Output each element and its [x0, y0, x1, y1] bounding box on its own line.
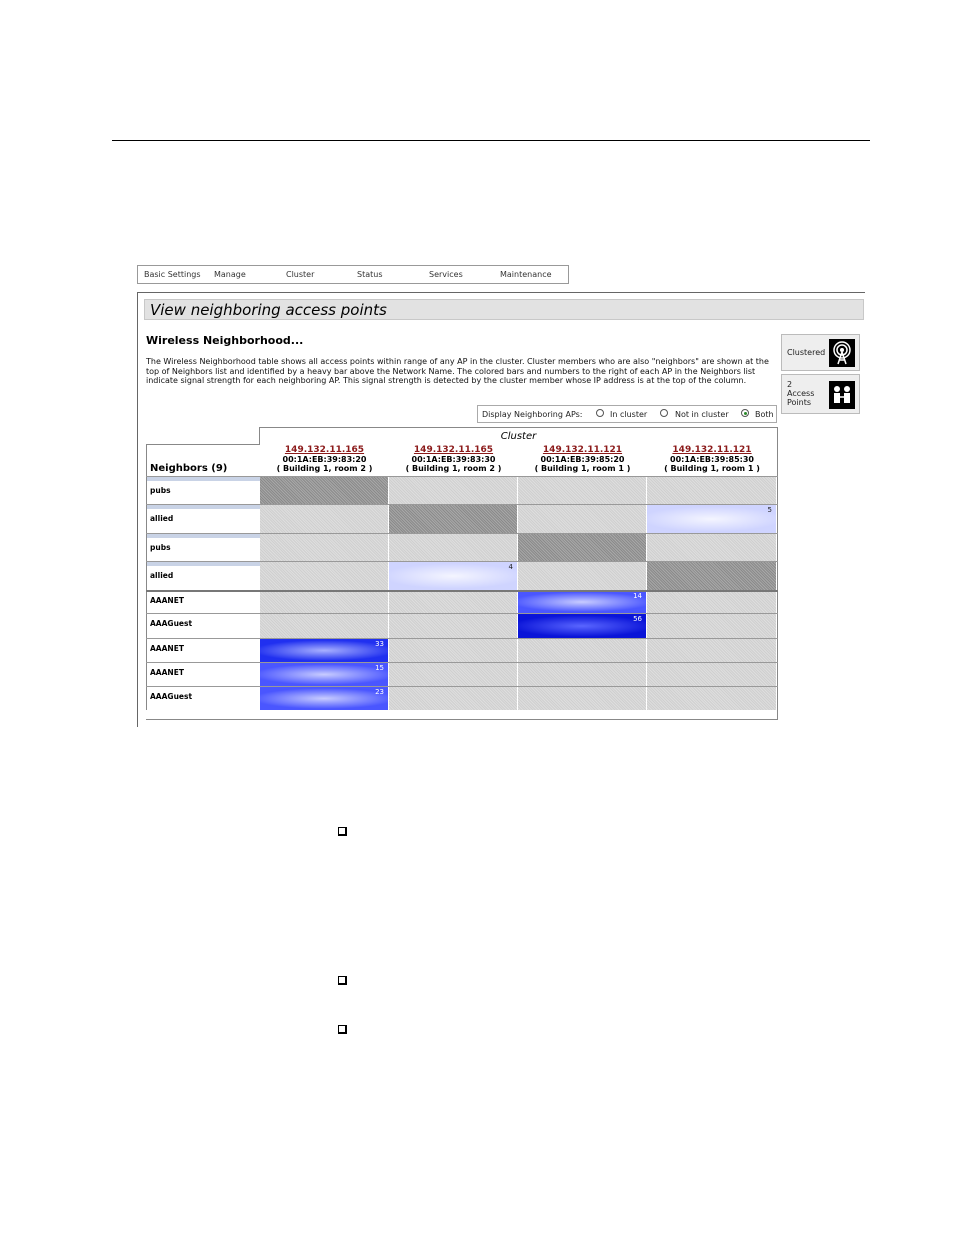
network-name: AAAGuest [150, 692, 193, 701]
radio-in-cluster[interactable] [596, 409, 604, 417]
network-name: AAANET [150, 644, 184, 653]
row-divider [146, 590, 778, 592]
description-text: The Wireless Neighborhood table shows all access points within range of any AP in the cluster. Cluster members who are also "neighbors" are shown at the top of Neighbors list and identified by a heavy bar above the Network Name. The colored bars and numbers to the right of each AP in the Neighbors list indicate signal strength for each neighboring AP. This signal strength is detected by the cluster member whose IP address is at the top of the column. [146, 357, 769, 385]
signal-strength-cell [260, 687, 389, 710]
access-points-icon [829, 381, 855, 409]
radio-in-cluster-label: In cluster [610, 410, 648, 419]
empty-cell [647, 591, 777, 613]
section-title: Wireless Neighborhood... [146, 334, 304, 347]
row-divider [146, 561, 778, 562]
network-name: AAANET [150, 596, 184, 605]
neighbors-count-label: Neighbors (9) [150, 463, 228, 474]
network-name: allied [150, 514, 174, 523]
bullet-icon [337, 975, 347, 985]
empty-cell [647, 687, 777, 710]
member-mac: 00:1A:EB:39:85:20 [540, 455, 625, 464]
radio-not-in-cluster-label: Not in cluster [675, 410, 729, 419]
self-cell [260, 477, 389, 505]
neighbor-row-label [146, 687, 260, 710]
radio-both-label: Both [755, 410, 774, 419]
empty-cell [389, 591, 518, 613]
empty-cell [260, 562, 389, 590]
signal-strength-cell [518, 591, 647, 613]
row-divider [146, 613, 778, 614]
network-name: AAAGuest [150, 619, 193, 628]
cluster-member-header [260, 446, 389, 473]
bullet-icon [337, 1024, 347, 1034]
menu-manage[interactable]: Manage [214, 270, 246, 279]
empty-cell [518, 663, 647, 686]
signal-strength-value: 5 [767, 506, 772, 514]
signal-strength-value: 15 [375, 664, 384, 672]
row-divider [146, 533, 778, 534]
header-rule [112, 140, 870, 141]
self-cell [518, 534, 647, 561]
network-name: pubs [150, 486, 171, 495]
bullet-icon [337, 826, 347, 836]
empty-cell [647, 534, 777, 561]
access-points-label: 2 Access Points [787, 380, 815, 407]
menu-maintenance[interactable]: Maintenance [500, 270, 552, 279]
self-cell [389, 505, 518, 533]
signal-strength-value: 56 [633, 615, 642, 623]
empty-cell [647, 477, 777, 505]
member-location: ( Building 1, room 2 ) [276, 464, 373, 473]
empty-cell [389, 477, 518, 505]
member-mac: 00:1A:EB:39:83:20 [282, 455, 367, 464]
signal-strength-cell [260, 663, 389, 686]
empty-cell [518, 687, 647, 710]
empty-cell [260, 505, 389, 533]
signal-strength-value: 14 [633, 592, 642, 600]
member-location: ( Building 1, room 1 ) [664, 464, 760, 473]
menu-basic-settings[interactable]: Basic Settings [144, 270, 201, 279]
signal-strength-cell [389, 562, 518, 590]
member-location: ( Building 1, room 2 ) [405, 464, 502, 473]
neighbors-header [146, 444, 260, 476]
network-name: allied [150, 571, 174, 580]
top-menu [137, 265, 569, 284]
radio-both[interactable] [741, 409, 749, 417]
neighbor-row-label [146, 505, 260, 533]
cluster-header: Cluster [259, 427, 778, 445]
empty-cell [260, 591, 389, 613]
signal-strength-value: 33 [375, 640, 384, 648]
neighbor-row-label [146, 591, 260, 613]
empty-cell [389, 639, 518, 662]
empty-cell [647, 614, 777, 638]
neighbor-row-label [146, 663, 260, 686]
signal-strength-value: 4 [508, 563, 513, 571]
empty-cell [518, 477, 647, 505]
empty-cell [518, 562, 647, 590]
member-mac: 00:1A:EB:39:85:30 [670, 455, 754, 464]
member-mac: 00:1A:EB:39:83:30 [411, 455, 496, 464]
neighbor-row-label [146, 477, 260, 505]
empty-cell [260, 614, 389, 638]
menu-status[interactable]: Status [357, 270, 383, 279]
self-cell [647, 562, 777, 590]
empty-cell [389, 687, 518, 710]
wireless-cluster-icon [829, 339, 855, 367]
empty-cell [389, 663, 518, 686]
empty-cell [260, 534, 389, 561]
empty-cell [518, 505, 647, 533]
neighbor-row-label [146, 639, 260, 662]
cluster-member-header [389, 446, 518, 473]
member-ip-link[interactable]: 149.132.11.121 [542, 445, 623, 455]
network-name: AAANET [150, 668, 184, 677]
neighbor-row-label [146, 562, 260, 590]
row-divider [146, 662, 778, 663]
member-ip-link[interactable]: 149.132.11.165 [284, 445, 365, 455]
empty-cell [518, 639, 647, 662]
member-ip-link[interactable]: 149.132.11.121 [672, 445, 752, 455]
menu-services[interactable]: Services [429, 270, 463, 279]
clustered-status-box[interactable] [781, 334, 860, 371]
signal-strength-cell [260, 639, 389, 662]
member-location: ( Building 1, room 1 ) [534, 464, 631, 473]
row-divider [146, 476, 778, 477]
cluster-member-header [518, 446, 647, 473]
empty-cell [389, 614, 518, 638]
signal-strength-cell [518, 614, 647, 638]
empty-cell [647, 639, 777, 662]
neighbor-row-label [146, 534, 260, 561]
signal-strength-value: 23 [375, 688, 384, 696]
row-divider [146, 686, 778, 687]
row-divider [146, 638, 778, 639]
menu-cluster[interactable]: Cluster [286, 270, 315, 279]
radio-not-in-cluster[interactable] [660, 409, 668, 417]
cluster-member-header [647, 446, 777, 473]
empty-cell [389, 534, 518, 561]
empty-cell [647, 663, 777, 686]
display-neighboring-filter [477, 405, 777, 423]
neighbor-row-label [146, 614, 260, 638]
row-divider [146, 504, 778, 505]
signal-strength-cell [647, 505, 777, 533]
network-name: pubs [150, 543, 171, 552]
access-points-box[interactable] [781, 374, 860, 414]
member-ip-link[interactable]: 149.132.11.165 [413, 445, 494, 455]
clustered-label: Clustered [787, 348, 826, 357]
display-label: Display Neighboring APs: [482, 410, 583, 419]
page-title: View neighboring access points [144, 299, 864, 320]
